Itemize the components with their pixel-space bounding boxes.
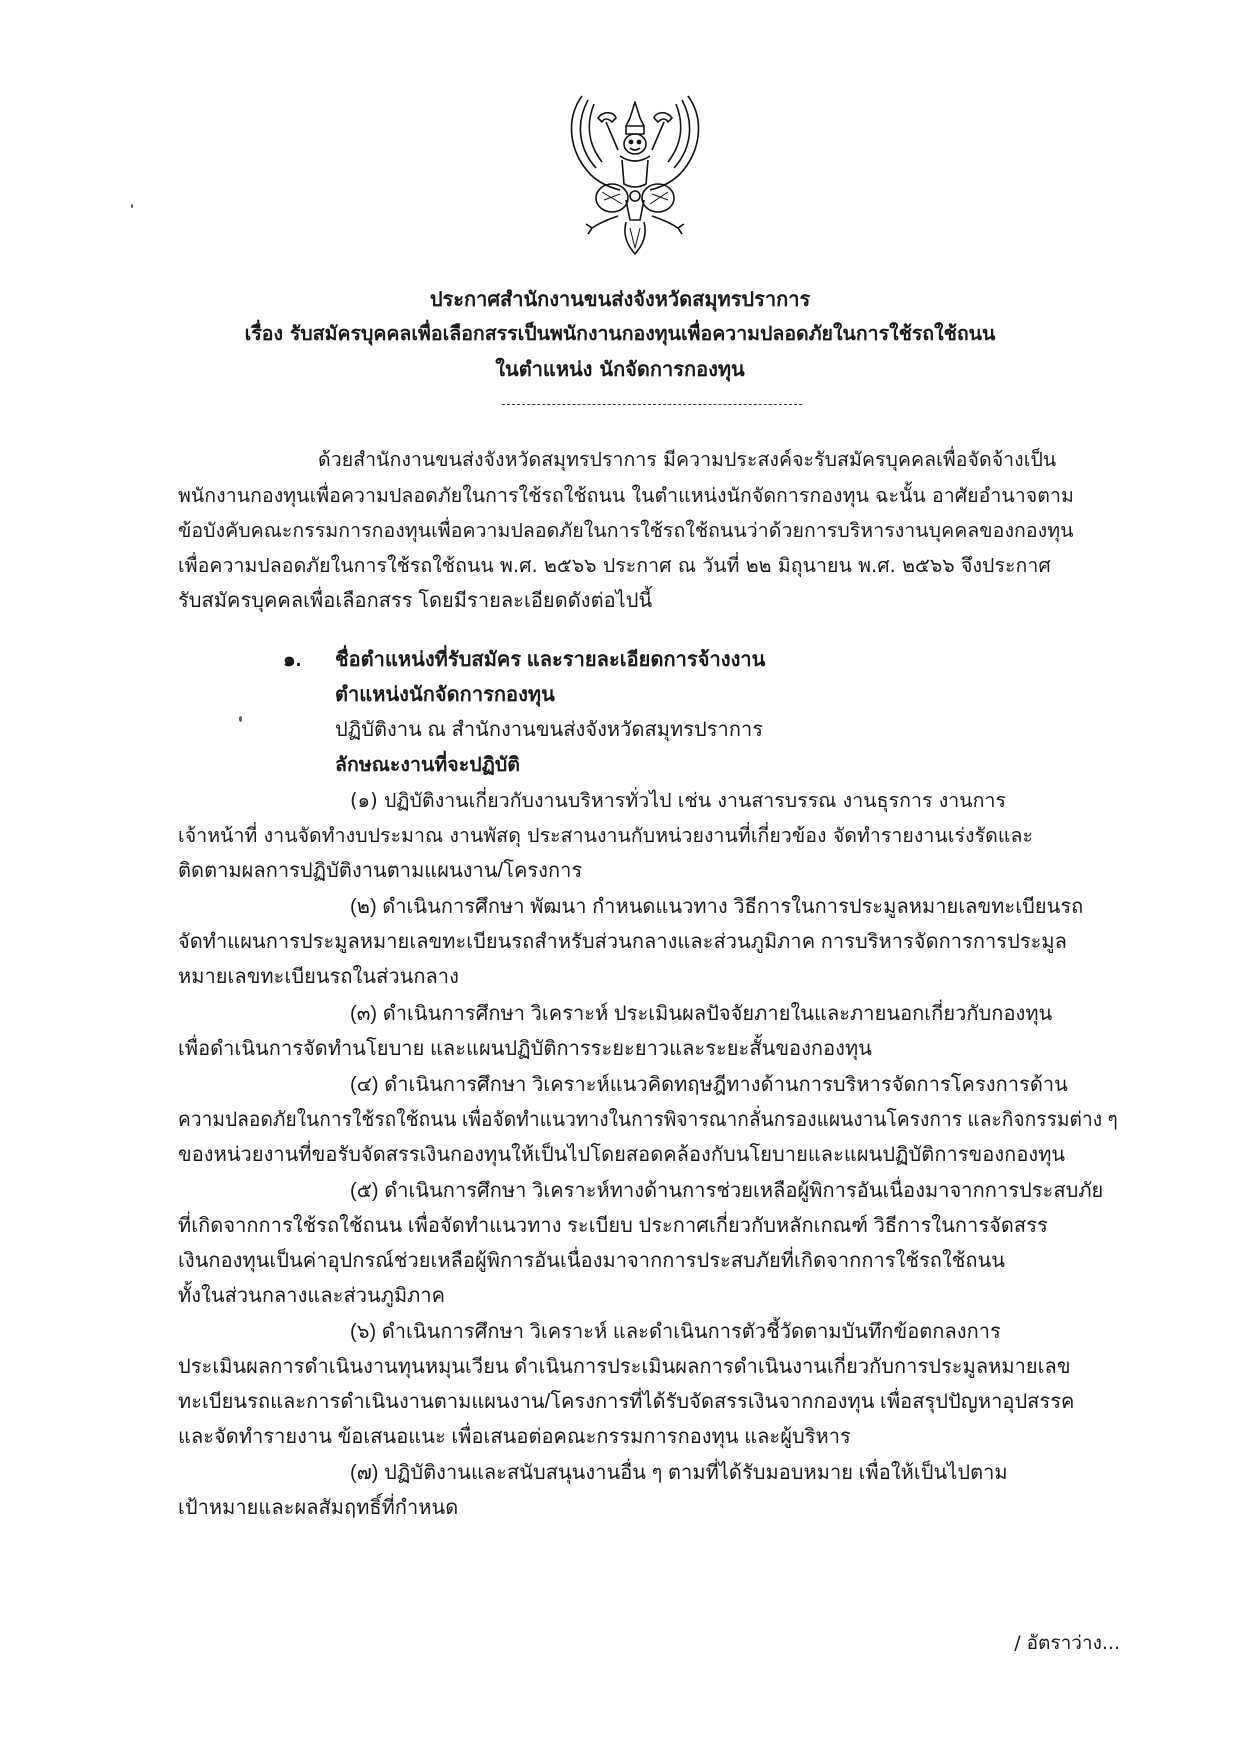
duty-5-line: เงินกองทุนเป็นค่าอุปกรณ์ช่วยเหลือผู้พิการอันเนื่องมาจากการประสบภัยที่เกิดจากการใช้รถใช้ถนน xyxy=(178,1250,1005,1272)
duty-4-line: ของหน่วยงานที่ขอรับจัดสรรเงินกองทุนให้เป็นไปโดยสอดคล้องกับนโยบายและแผนปฏิบัติการของกองทุน xyxy=(178,1144,1066,1166)
duty-7-line: เป้าหมายและผลสัมฤทธิ์ที่กำหนด xyxy=(178,1497,459,1519)
duty-5-line: (๕) ดำเนินการศึกษา วิเคราะห์ทางด้านการช่วยเหลือผู้พิการอันเนื่องมาจากการประสบภัย xyxy=(350,1180,1104,1202)
duty-6-line: ทะเบียนรถและการดำเนินงานตามแผนงาน/โครงการที่ได้รับจัดสรรเงินจากกองทุน เพื่อสรุปปัญหาอุปสรรค xyxy=(178,1391,1075,1413)
intro-line: ข้อบังคับคณะกรรมการกองทุนเพื่อความปลอดภัยในการใช้รถใช้ถนนว่าด้วยการบริหารงานบุคคลของกองทุน xyxy=(178,519,1074,542)
duty-2-line: หมายเลขทะเบียนรถในส่วนกลาง xyxy=(178,966,459,988)
garuda-emblem-icon xyxy=(560,88,710,258)
scan-speck xyxy=(131,204,133,208)
work-location: ปฏิบัติงาน ณ สำนักงานขนส่งจังหวัดสมุทรปราการ xyxy=(335,719,764,741)
duty-3-line: (๓) ดำเนินการศึกษา วิเคราะห์ ประเมินผลปัจจัยภายในและภายนอกเกี่ยวกับกองทุน xyxy=(350,1003,1053,1025)
duty-5-line: ที่เกิดจากการใช้รถใช้ถนน เพื่อจัดทำแนวทาง ระเบียบ ประกาศเกี่ยวกับหลักเกณฑ์ วิธีการในการจัดสรร xyxy=(178,1215,1048,1237)
position-title: ตำแหน่งนักจัดการกองทุน xyxy=(335,684,555,706)
header-divider xyxy=(502,404,802,405)
continued-next-page: / อัตราว่าง... xyxy=(1014,1632,1120,1654)
duties-heading: ลักษณะงานที่จะปฏิบัติ xyxy=(335,753,520,776)
duty-1-line: เจ้าหน้าที่ งานจัดทำงบประมาณ งานพัสดุ ประสานงานกับหน่วยงานที่เกี่ยวข้อง จัดทำรายงานเร่งรัดและ xyxy=(178,824,1034,847)
intro-line: รับสมัครบุคคลเพื่อเลือกสรร โดยมีรายละเอียดดังต่อไปนี้ xyxy=(178,590,653,612)
duty-6-line: ประเมินผลการดำเนินงานทุนหมุนเวียน ดำเนินการประเมินผลการดำเนินงานเกี่ยวกับการประมูลหมายเลข xyxy=(178,1356,1071,1378)
section-number: ๑. xyxy=(283,649,302,671)
duty-2-line: (๒) ดำเนินการศึกษา พัฒนา กำหนดแนวทาง วิธีการในการประมูลหมายเลขทะเบียนรถ xyxy=(350,896,1084,918)
intro-line: เพื่อความปลอดภัยในการใช้รถใช้ถนน พ.ศ. ๒๕๖๖ ประกาศ ณ วันที่ ๒๒ มิถุนายน พ.ศ. ๒๕๖๖ จึงประกาศ xyxy=(178,554,1051,577)
announcement-subject: เรื่อง รับสมัครบุคคลเพื่อเลือกสรรเป็นพนักงานกองทุนเพื่อความปลอดภัยในการใช้รถใช้ถนน xyxy=(244,322,996,345)
duty-5-line: ทั้งในส่วนกลางและส่วนภูมิภาค xyxy=(178,1285,446,1307)
announcement-issuer: ประกาศสำนักงานขนส่งจังหวัดสมุทรปราการ xyxy=(429,287,811,311)
duty-6-line: และจัดทำรายงาน ข้อเสนอแนะ เพื่อเสนอต่อคณะกรรมการกองทุน และผู้บริหาร xyxy=(178,1426,851,1448)
section-title: ชื่อตำแหน่งที่รับสมัคร และรายละเอียดการจ้างงาน xyxy=(335,649,766,671)
duty-1-line: (๑) ปฏิบัติงานเกี่ยวกับงานบริหารทั่วไป เช่น งานสารบรรณ งานธุรการ งานการ xyxy=(350,789,1007,812)
duty-2-line: จัดทำแผนการประมูลหมายเลขทะเบียนรถสำหรับส่วนกลางและส่วนภูมิภาค การบริหารจัดการการประมูล xyxy=(178,931,1067,953)
intro-line: ด้วยสำนักงานขนส่งจังหวัดสมุทรปราการ มีความประสงค์จะรับสมัครบุคคลเพื่อจัดจ้างเป็น xyxy=(318,448,1057,471)
duty-1-line: ติดตามผลการปฏิบัติงานตามแผนงาน/โครงการ xyxy=(178,860,583,882)
duty-4-line: (๔) ดำเนินการศึกษา วิเคราะห์แนวคิดทฤษฎีทางด้านการบริหารจัดการโครงการด้าน xyxy=(350,1074,1068,1096)
scan-speck xyxy=(239,716,242,722)
duty-3-line: เพื่อดำเนินการจัดทำนโยบาย และแผนปฏิบัติการระยะยาวและระยะสั้นของกองทุน xyxy=(178,1038,872,1060)
intro-line: พนักงานกองทุนเพื่อความปลอดภัยในการใช้รถใช้ถนน ในตำแหน่งนักจัดการกองทุน ฉะนั้น อาศัยอำนาจตาม xyxy=(178,484,1074,507)
announcement-position: ในตำแหน่ง นักจัดการกองทุน xyxy=(495,357,745,381)
duty-7-line: (๗) ปฏิบัติงานและสนับสนุนงานอื่น ๆ ตามที่ได้รับมอบหมาย เพื่อให้เป็นไปตาม xyxy=(350,1462,1008,1484)
duty-6-line: (๖) ดำเนินการศึกษา วิเคราะห์ และดำเนินการตัวชี้วัดตามบันทึกข้อตกลงการ xyxy=(350,1321,1001,1343)
duty-4-line: ความปลอดภัยในการใช้รถใช้ถนน เพื่อจัดทำแนวทางในการพิจารณากลั่นกรองแผนงานโครงการ และกิจกรรมต่าง ๆ xyxy=(178,1109,1118,1131)
